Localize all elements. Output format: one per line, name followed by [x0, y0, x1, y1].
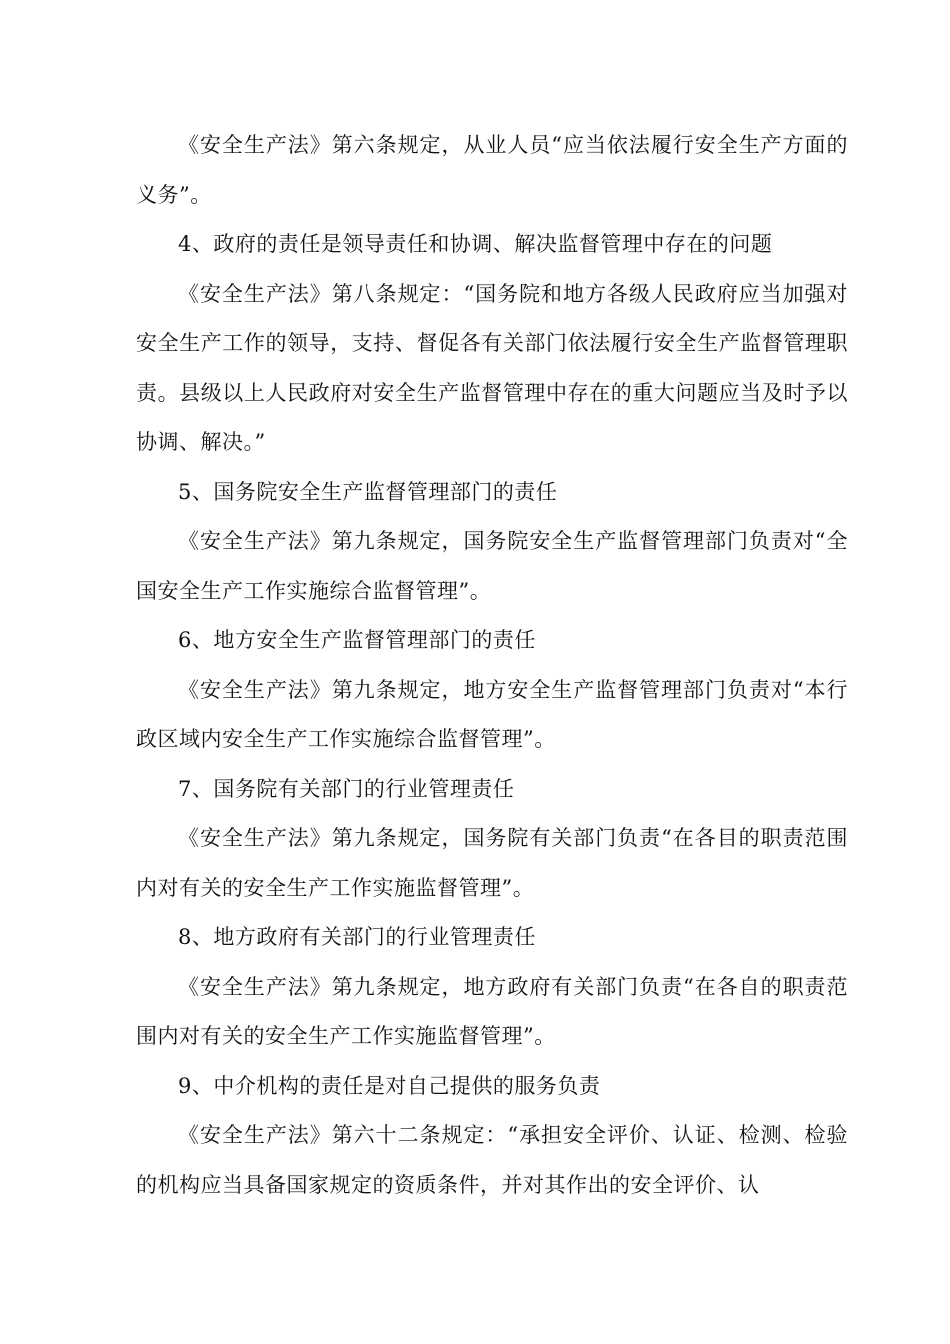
heading-item-9: 9、中介机构的责任是对自己提供的服务负责 [178, 1073, 601, 1098]
heading-item-6: 6、地方安全生产监督管理部门的责任 [178, 628, 536, 652]
heading-item-7: 7、国务院有关部门的行业管理责任 [178, 776, 515, 801]
heading-item-4: 4、政府的责任是领导责任和协调、解决监督管理中存在的问题 [178, 232, 773, 256]
paragraph-article-8: 《安全生产法》第八条规定：“国务院和地方各级人民政府应当加强对安全生产工作的领导，支持、督促各有关部门依法履行安全生产监督管理职责。县级以上人民政府对安全生产监督管理中存在的重大问题应当及时予以协调、解决。” [136, 281, 848, 454]
paragraph-article-9-state: 《安全生产法》第九条规定，国务院安全生产监督管理部门负责对“全国安全生产工作实施综合监督管理”。 [136, 529, 848, 603]
paragraph-article-6: 《安全生产法》第六条规定，从业人员“应当依法履行安全生产方面的义务”。 [136, 133, 848, 207]
paragraph-article-9-local: 《安全生产法》第九条规定，地方安全生产监督管理部门负责对“本行政区域内安全生产工作实施综合监督管理”。 [136, 677, 848, 751]
paragraph-article-62: 《安全生产法》第六十二条规定：“承担安全评价、认证、检测、检验的机构应当具备国家规定的资质条件，并对其作出的安全评价、认 [136, 1123, 848, 1197]
paragraph-article-9-state-depts: 《安全生产法》第九条规定，国务院有关部门负责“在各目的职责范围内对有关的安全生产工作实施监督管理”。 [136, 826, 848, 900]
heading-item-5: 5、国务院安全生产监督管理部门的责任 [178, 479, 558, 504]
heading-item-8: 8、地方政府有关部门的行业管理责任 [178, 925, 536, 949]
paragraph-article-9-local-depts: 《安全生产法》第九条规定，地方政府有关部门负责“在各自的职责范围内对有关的安全生产工作实施监督管理”。 [136, 974, 848, 1048]
document-body [136, 121, 848, 1210]
